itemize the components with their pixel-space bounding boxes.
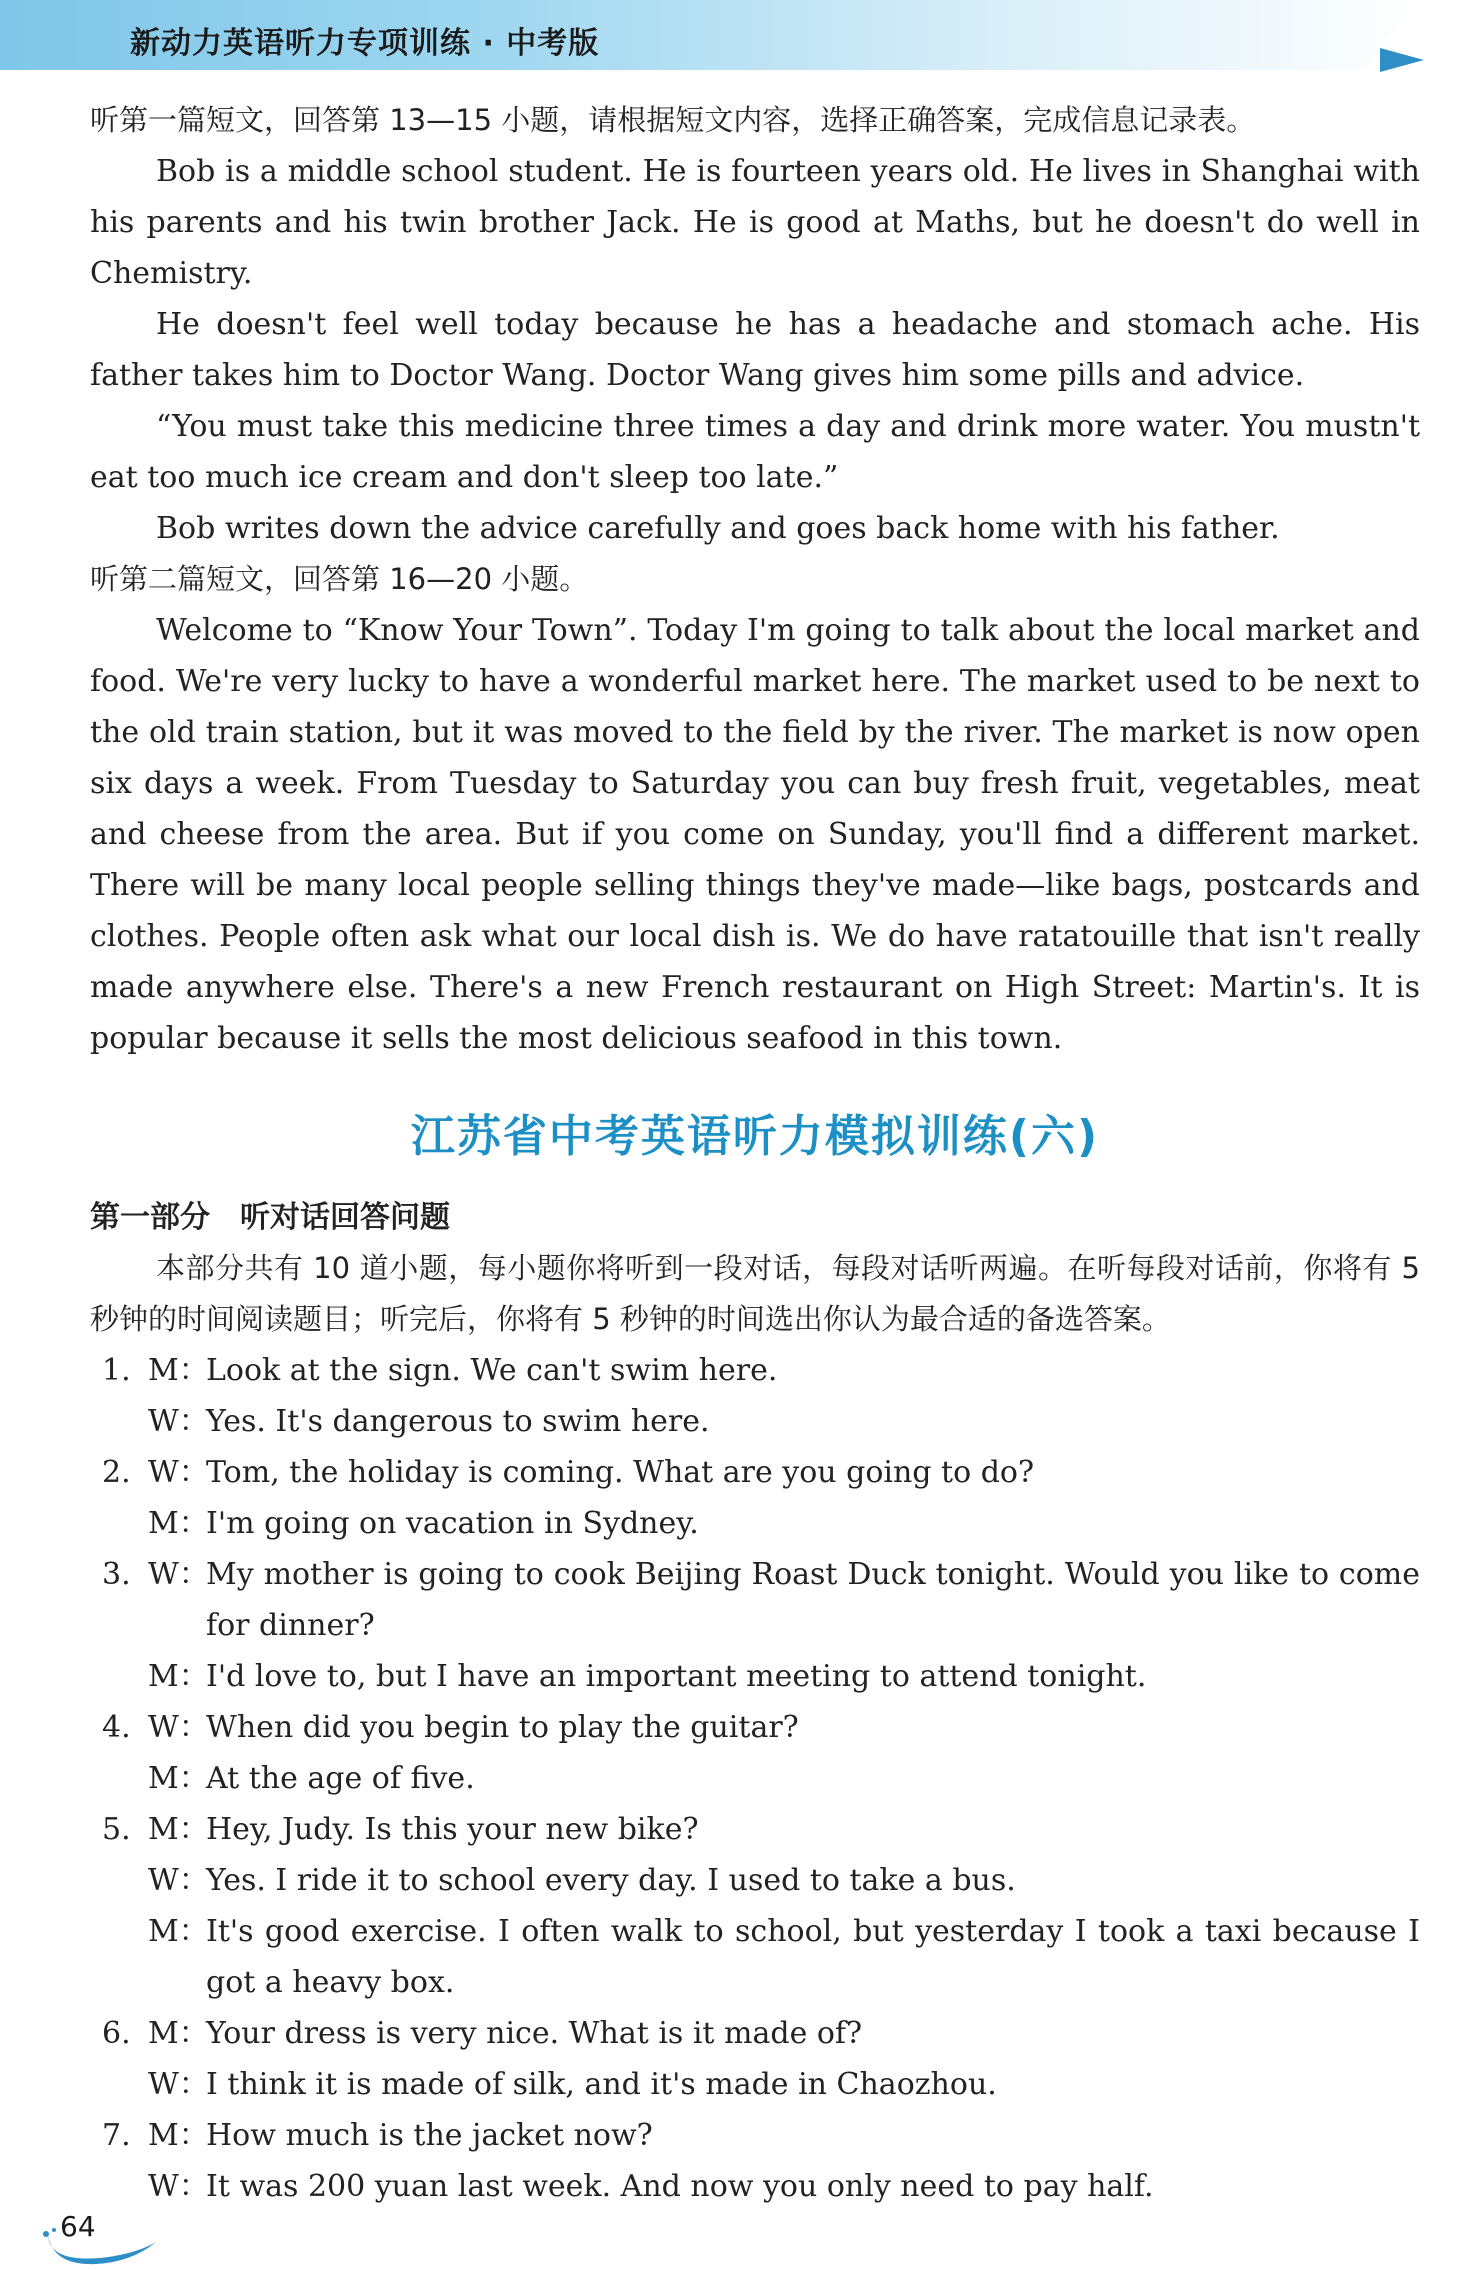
dialogue-text: My mother is going to cook Beijing Roast Duck tonight. Would you like to come for dinner? (206, 1557, 1420, 1643)
part-heading (90, 1192, 1420, 1243)
passage-2-paragraph: Welcome to “Know Your Town”. Today I'm going to talk about the local market and food. We're very lucky to have a wonderful market here. The market used to be next to the old train station, but it was moved to the field by the river. The market is now open six days a week. From Tuesday to Saturday you can buy fresh fruit, vegetables, meat and cheese from the area. But if you come on Sunday, you'll find a different market. There will be many local people selling things they've made—like bags, postcards and clothes. People often ask what our local dish is. We do have ratatouille that isn't really made anywhere else. There's a new French restaurant on High Street: Martin's. It is popular because it sells the most delicious seafood in this town. (90, 613, 1420, 1056)
dialogue-speaker: W： (148, 1404, 209, 1439)
dialogue-line (90, 1804, 1420, 1855)
dialogue-text: It was 200 yuan last week. And now you only need to pay half. (206, 2169, 1154, 2204)
passage-1-paragraph: Bob writes down the advice carefully and goes back home with his father. (156, 511, 1280, 546)
dialogue-line (90, 1498, 1420, 1549)
dialogue-speaker: M： (148, 2118, 209, 2153)
dialogue-speaker: W： (148, 2169, 209, 2204)
dialogue-text: Your dress is very nice. What is it made of? (206, 2016, 863, 2051)
dialogue-speaker: M： (148, 1659, 209, 1694)
dialogue-text: I'm going on vacation in Sydney. (206, 1506, 699, 1541)
dialogue-number: 1. (102, 1353, 131, 1388)
dialogue-speaker: M： (148, 1353, 209, 1388)
dialogue-text: At the age of five. (206, 1761, 475, 1796)
dialogue-text: It's good exercise. I often walk to school, but yesterday I took a taxi because I got a heavy box. (206, 1914, 1420, 2000)
dialogue-line (90, 1906, 1420, 2008)
dialogue-text: Hey, Judy. Is this your new bike? (206, 1812, 699, 1847)
dialogue-speaker: M： (148, 1506, 209, 1541)
dialogue-line (90, 1651, 1420, 1702)
dialogue-text: Tom, the holiday is coming. What are you going to do? (206, 1455, 1035, 1490)
dialogue-line (90, 1702, 1420, 1753)
dialogue-text: Yes. I ride it to school every day. I used to take a bus. (206, 1863, 1016, 1898)
dialogue-speaker: M： (148, 1914, 209, 1949)
dialogue-line (90, 1447, 1420, 1498)
section-instructions: 本部分共有 10 道小题，每小题你将听到一段对话，每段对话听两遍。在听每段对话前，你将有 5 秒钟的时间阅读题目；听完后，你将有 5 秒钟的时间选出你认为最合适的备选答案。 (90, 1251, 1420, 1336)
dialogue-number: 4. (102, 1710, 131, 1745)
passage-2-instruction: 听第二篇短文，回答第 16—20 小题。 (90, 562, 589, 596)
dialogue-number: 5. (102, 1812, 131, 1847)
dialogue-line (90, 2008, 1420, 2059)
passage-1-paragraph: Bob is a middle school student. He is fourteen years old. He lives in Shanghai with his parents and his twin brother Jack. He is good at Maths, but he doesn't do well in Chemistry. (90, 154, 1420, 291)
page-number: 64 (60, 2210, 96, 2243)
passage-1-paragraph: He doesn't feel well today because he has a headache and stomach ache. His father takes him to Doctor Wang. Doctor Wang gives him some pills and advice. (90, 307, 1420, 393)
dialogue-text: How much is the jacket now? (206, 2118, 653, 2153)
part-name: 听对话回答问题 (240, 1200, 450, 1235)
dialogue-line (90, 1396, 1420, 1447)
dialogue-speaker: W： (148, 1557, 209, 1592)
dialogue-text: When did you begin to play the guitar? (206, 1710, 799, 1745)
dialogue-number: 2. (102, 1455, 131, 1490)
dialogue-number: 3. (102, 1557, 131, 1592)
page-content (90, 95, 1420, 2212)
dialogue-line (90, 1855, 1420, 1906)
passage-1-instruction: 听第一篇短文，回答第 13—15 小题，请根据短文内容，选择正确答案，完成信息记录表。 (90, 103, 1256, 137)
dialogue-list (90, 1345, 1420, 2212)
dialogue-text: I'd love to, but I have an important meeting to attend tonight. (206, 1659, 1147, 1694)
section-title: 江苏省中考英语听力模拟训练(六) (410, 1111, 1100, 1162)
dialogue-speaker: M： (148, 2016, 209, 2051)
part-label: 第一部分 (90, 1200, 210, 1235)
dialogue-line (90, 2161, 1420, 2212)
dialogue-speaker: M： (148, 1812, 209, 1847)
dialogue-text: Look at the sign. We can't swim here. (206, 1353, 778, 1388)
dialogue-speaker: W： (148, 1710, 209, 1745)
running-header-title: 新动力英语听力专项训练 · 中考版 (130, 26, 600, 61)
dialogue-line (90, 2110, 1420, 2161)
dialogue-text: I think it is made of silk, and it's made in Chaozhou. (206, 2067, 997, 2102)
dialogue-number: 7. (102, 2118, 131, 2153)
dialogue-line (90, 1549, 1420, 1651)
dialogue-text: Yes. It's dangerous to swim here. (206, 1404, 710, 1439)
passage-1-paragraph: “You must take this medicine three times a day and drink more water. You mustn't eat too much ice cream and don't sleep too late.” (90, 409, 1420, 495)
dialogue-speaker: W： (148, 1863, 209, 1898)
dialogue-speaker: M： (148, 1761, 209, 1796)
dialogue-line (90, 1345, 1420, 1396)
dialogue-number: 6. (102, 2016, 131, 2051)
dialogue-speaker: W： (148, 2067, 209, 2102)
dialogue-line (90, 1753, 1420, 1804)
dialogue-line (90, 2059, 1420, 2110)
dialogue-speaker: W： (148, 1455, 209, 1490)
header-triangle-icon (1380, 48, 1424, 72)
